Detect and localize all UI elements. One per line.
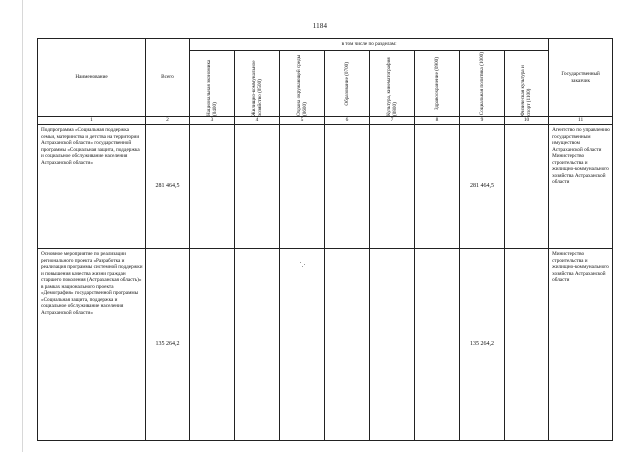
header-total: Всего xyxy=(146,39,190,117)
header-section-environment: Охрана окружающей среды (0600) xyxy=(280,51,325,117)
header-section-economy: Национальная экономика (0400) xyxy=(190,51,235,117)
budget-table xyxy=(37,38,613,441)
header-name: Наименование xyxy=(38,39,146,117)
column-number: 1 xyxy=(38,117,146,125)
header-section-housing: Жилищно-коммунальное хозяйство (0500) xyxy=(235,51,280,117)
page-number: 1184 xyxy=(312,22,328,30)
table-row xyxy=(38,125,613,249)
scan-speck xyxy=(300,262,301,263)
column-number: 5 xyxy=(280,117,325,125)
row-name: Подпрограмма «Социальная поддержка семьи, материнства и детства на территории Астраханской области» государственной программы «Социальная защита, поддержка и социальное обслуживание населения Астраханской области» xyxy=(38,125,146,249)
column-number: 10 xyxy=(505,117,549,125)
table-row xyxy=(38,249,613,441)
row-name: Основное мероприятие по реализации регионального проекта «Разработка и реализация программы системной поддержки и повышения качества жизни граждан старшего поколения (Астраханская область)» в рамках национального проекта «Демография» государственной программы «Социальная защита, поддержка и социальное обслуживание населения Астраханской области» xyxy=(38,249,146,441)
column-number: 2 xyxy=(146,117,190,125)
row-customer: Министерство строительства и жилищно-коммунального хозяйства Астраханской области xyxy=(549,249,613,441)
column-number: 6 xyxy=(325,117,370,125)
scan-speck xyxy=(302,266,303,267)
header-section-sport: Физическая культура и спорт (1100) xyxy=(505,51,549,117)
column-number: 7 xyxy=(370,117,415,125)
scan-speck xyxy=(304,264,305,265)
header-section-health: Здравоохранение (0900) xyxy=(415,51,460,117)
column-number: 9 xyxy=(460,117,505,125)
header-section-education: Образование (0700) xyxy=(325,51,370,117)
row-customer: Агентство по управлению государственным имуществом Астраханской области Министерство строительства и жилищно-коммунального хозяйства Астраханской области xyxy=(549,125,613,249)
header-customer: Государственный заказчик xyxy=(549,39,613,117)
row-total: 135 264,2 xyxy=(146,249,190,441)
column-number: 3 xyxy=(190,117,235,125)
header-section-culture: Культура, кинематография (0800) xyxy=(370,51,415,117)
column-number: 4 xyxy=(235,117,280,125)
column-number-row xyxy=(38,117,613,125)
header-by-sections: в том числе по разделам: xyxy=(190,39,549,51)
header-section-social-policy: Социальная политика (1000) xyxy=(460,51,505,117)
row-social-policy-value: 281 464,5 xyxy=(460,125,505,249)
column-number: 11 xyxy=(549,117,613,125)
row-social-policy-value: 135 264,2 xyxy=(460,249,505,441)
page-margin-line xyxy=(22,0,23,452)
column-number: 8 xyxy=(415,117,460,125)
row-total: 281 464,5 xyxy=(146,125,190,249)
